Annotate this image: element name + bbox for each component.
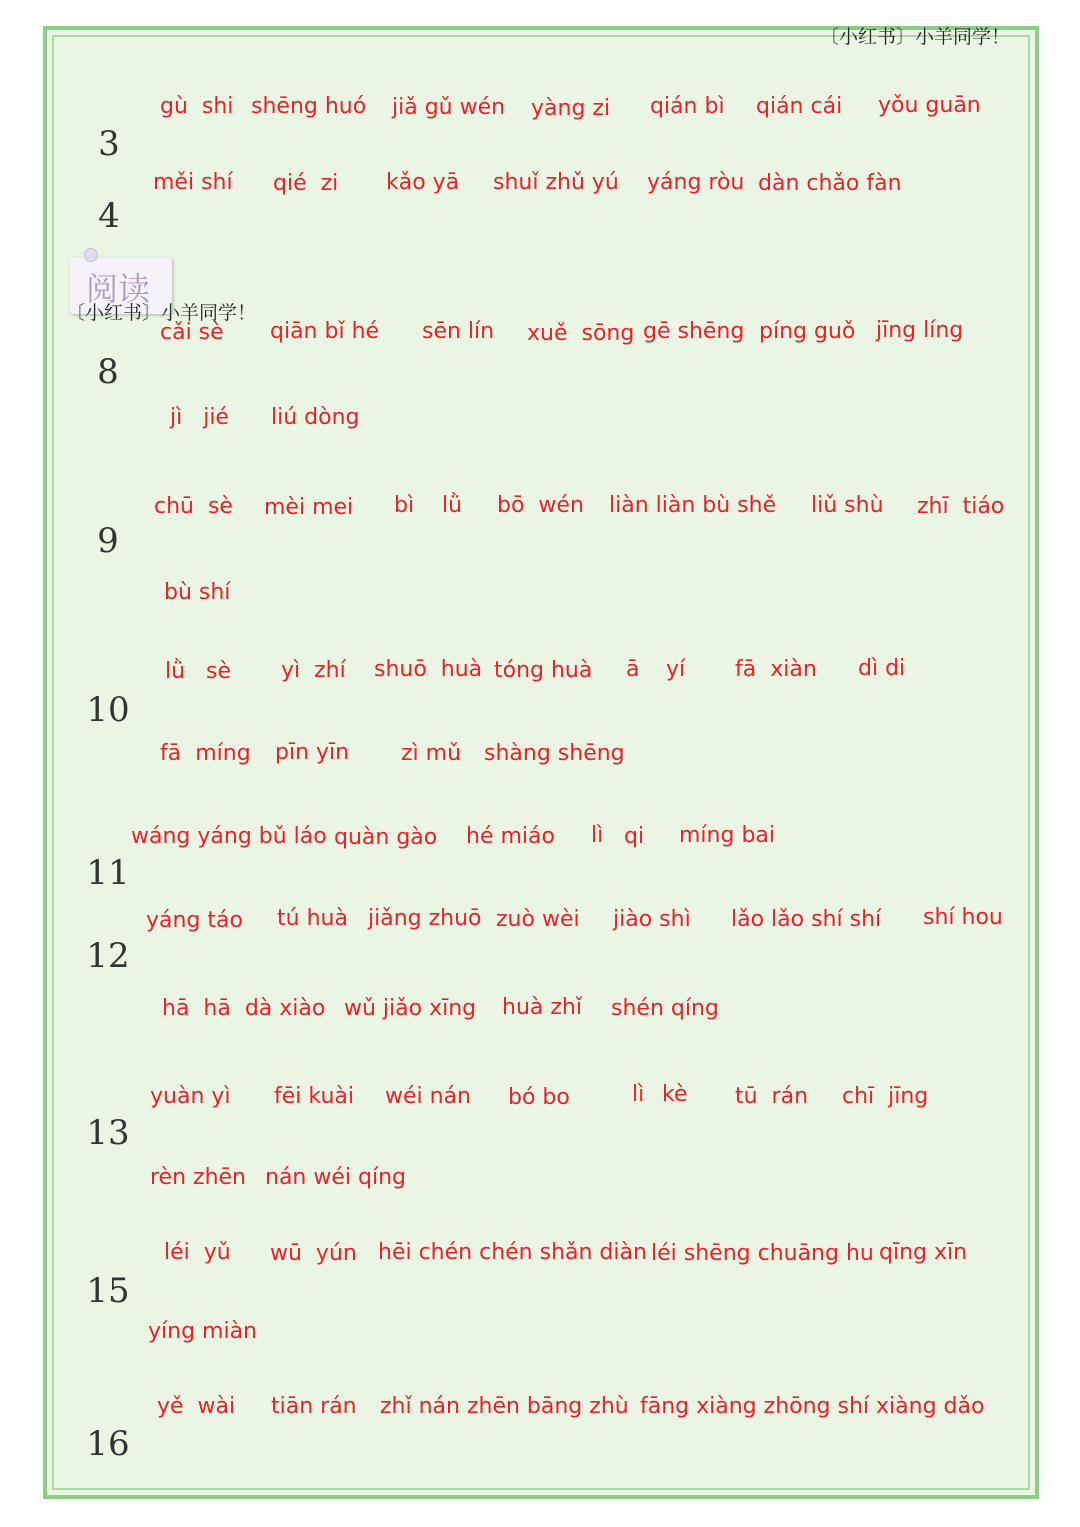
pinyin-word: zì mǔ bbox=[401, 741, 462, 766]
pinyin-word: yáng táo bbox=[146, 908, 243, 933]
pinyin-word: tū rán bbox=[735, 1084, 809, 1109]
pinyin-word: měi shí bbox=[153, 170, 233, 195]
pinyin-word: qīng xīn bbox=[879, 1240, 968, 1265]
pinyin-word: shén qíng bbox=[611, 996, 719, 1021]
watermark-middle: 〔小红书〕小羊同学！ bbox=[66, 302, 257, 324]
pinyin-word: qi bbox=[624, 824, 645, 849]
pinyin-word: zhī tiáo bbox=[917, 494, 1005, 519]
pinyin-word: fā xiàn bbox=[735, 657, 817, 682]
pinyin-word: qié zi bbox=[273, 171, 339, 196]
pinyin-word: yíng miàn bbox=[148, 1319, 258, 1344]
pinyin-word: léi shēng chuāng hu bbox=[651, 1241, 874, 1266]
pinyin-word: kǎo yā bbox=[386, 170, 460, 195]
clip-icon bbox=[84, 248, 98, 262]
pinyin-word: shuō huà bbox=[374, 657, 483, 682]
pinyin-word: wǔ jiǎo xīng bbox=[344, 996, 477, 1021]
pinyin-word: píng guǒ bbox=[759, 319, 856, 344]
pinyin-word: jiào shì bbox=[613, 907, 691, 932]
pinyin-word: fā míng bbox=[160, 741, 251, 766]
pinyin-word: gù shi bbox=[160, 94, 234, 119]
pinyin-word: bù shí bbox=[164, 580, 231, 605]
pinyin-word: dì di bbox=[858, 656, 906, 681]
pinyin-word: qián cái bbox=[756, 94, 843, 119]
pinyin-word: liú dòng bbox=[271, 405, 360, 430]
pinyin-word: hé miáo bbox=[466, 824, 555, 849]
pinyin-word: jiǎ gǔ wén bbox=[392, 95, 506, 120]
pinyin-word: wáng yáng bǔ láo bbox=[131, 824, 327, 849]
pinyin-word: tú huà bbox=[277, 906, 348, 931]
pinyin-word: bó bo bbox=[508, 1085, 570, 1110]
lesson-number: 11 bbox=[86, 853, 130, 893]
pinyin-word: yǒu guān bbox=[878, 93, 981, 118]
pinyin-word: yì zhí bbox=[281, 658, 346, 683]
pinyin-word: liǔ shù bbox=[811, 493, 884, 518]
pinyin-word: míng bai bbox=[679, 823, 776, 848]
lesson-number: 4 bbox=[98, 196, 120, 236]
pinyin-word: fēi kuài bbox=[274, 1084, 354, 1109]
lesson-number: 10 bbox=[86, 690, 130, 730]
pinyin-word: sēn lín bbox=[422, 319, 495, 344]
pinyin-word: tóng huà bbox=[494, 658, 593, 683]
pinyin-word: nán wéi qíng bbox=[265, 1165, 406, 1190]
pinyin-word: yuàn yì bbox=[150, 1084, 231, 1109]
pinyin-word: lǜ sè bbox=[165, 659, 232, 684]
pinyin-word: shí hou bbox=[923, 905, 1003, 930]
lesson-number: 13 bbox=[86, 1113, 130, 1153]
pinyin-word: lì bbox=[632, 1082, 645, 1107]
pinyin-word: léi yǔ bbox=[164, 1240, 231, 1265]
pinyin-word: zuò wèi bbox=[496, 907, 580, 932]
pinyin-word: yàng zi bbox=[531, 96, 611, 121]
pinyin-word: shuǐ zhǔ yú bbox=[493, 170, 619, 195]
pinyin-word: tiān rán bbox=[271, 1394, 357, 1419]
pinyin-word: qiān bǐ hé bbox=[270, 319, 380, 344]
pinyin-word: bì lǜ bbox=[394, 493, 463, 518]
watermark-top: 〔小红书〕小羊同学！ bbox=[820, 26, 1011, 48]
lesson-number: 3 bbox=[98, 124, 120, 164]
pinyin-word: gē shēng bbox=[643, 319, 745, 344]
lesson-number: 9 bbox=[97, 521, 119, 561]
lesson-number: 8 bbox=[97, 352, 119, 392]
pinyin-word: shēng huó bbox=[251, 94, 367, 119]
pinyin-word: ā bbox=[626, 657, 640, 682]
pinyin-word: dàn chǎo fàn bbox=[758, 171, 902, 196]
pinyin-word: jiǎng zhuō bbox=[368, 906, 482, 931]
pinyin-word: jīng líng bbox=[876, 318, 964, 343]
pinyin-word: yě wài bbox=[157, 1394, 236, 1419]
pinyin-word: yí bbox=[666, 657, 686, 682]
lesson-number: 16 bbox=[86, 1424, 130, 1464]
pinyin-word: qián bì bbox=[650, 94, 725, 119]
pinyin-word: quàn gào bbox=[334, 825, 438, 850]
pinyin-word: jì jié bbox=[170, 405, 229, 430]
lesson-number: 12 bbox=[86, 936, 130, 976]
pinyin-word: hā hā dà xiào bbox=[162, 996, 326, 1021]
pinyin-word: shàng shēng bbox=[484, 741, 625, 766]
pinyin-word: cǎi sè bbox=[160, 320, 224, 345]
pinyin-word: wū yún bbox=[270, 1241, 357, 1266]
pinyin-word: fāng xiàng zhōng shí xiàng dǎo bbox=[640, 1394, 985, 1419]
reading-tag-label: 阅读 bbox=[86, 270, 151, 308]
pinyin-word: pīn yīn bbox=[275, 740, 350, 765]
pinyin-word: huà zhǐ bbox=[502, 995, 582, 1020]
pinyin-word: rèn zhēn bbox=[150, 1165, 247, 1190]
lesson-number: 15 bbox=[86, 1271, 130, 1311]
pinyin-word: chū sè bbox=[154, 494, 233, 519]
pinyin-word: lǎo lǎo shí shí bbox=[731, 907, 882, 932]
pinyin-word: bō wén bbox=[497, 493, 584, 518]
pinyin-word: zhǐ nán zhēn bāng zhù bbox=[380, 1394, 629, 1419]
pinyin-word: hēi chén chén shǎn diàn bbox=[378, 1240, 647, 1265]
pinyin-word: liàn liàn bù shě bbox=[609, 493, 777, 518]
pinyin-word: mèi mei bbox=[264, 495, 354, 520]
pinyin-word: lì bbox=[591, 823, 604, 848]
pinyin-word: xuě sōng bbox=[527, 321, 635, 346]
pinyin-word: chī jīng bbox=[842, 1084, 929, 1109]
pinyin-word: kè bbox=[662, 1082, 688, 1107]
pinyin-word: yáng ròu bbox=[647, 170, 745, 195]
pinyin-word: wéi nán bbox=[385, 1084, 472, 1109]
